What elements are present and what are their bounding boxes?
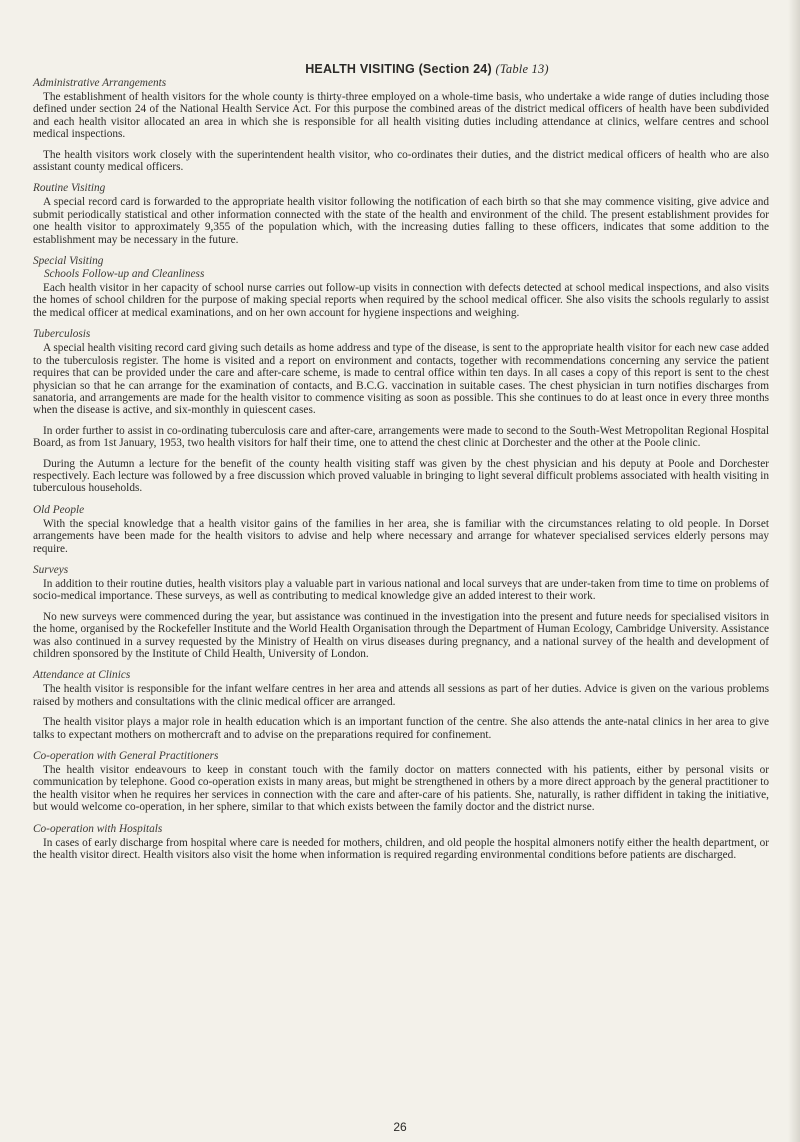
section-heading-routine: Routine Visiting [33,182,106,195]
page-title [55,62,769,77]
paragraph: During the Autumn a lecture for the benefit of the county health visiting staff was given by the chest physician and his deputy at Poole and Dorchester respectively. Each lecture was followed by a free discussion which proved valuable in bringing to light several difficult problems associated with health visiting in tuberculous households. [33,457,769,495]
title-table-ref: (Table 13) [495,62,549,76]
document-page [33,62,769,862]
section-heading-surveys: Surveys [33,563,69,576]
title-main: HEALTH VISITING (Section 24) [305,62,492,76]
section-heading-administrative: Administrative Arrangements [33,77,167,89]
paragraph: Each health visitor in her capacity of school nurse carries out follow-up visits in connection with defects detected at school medical inspections, and also visits the homes of school children for the purpose of making special reports when required by the school medical officer. She also visits the schools regularly to assist the medical officer at medical examinations, and on her own account for hygiene inspections and weighing. [33,282,769,319]
paragraph: The health visitor plays a major role in health education which is an important function of the centre. She also attends the ante-natal clinics in her area to give talks to expectant mothers on mothercraft and to advise on the preparations required for confinement. [33,716,769,741]
paragraph: In order further to assist in co-ordinating tuberculosis care and after-care, arrangements were made to second to the South-West Metropolitan Regional Hospital Board, as from 1st January, 1953, two health visitors for half their time, one to attend the chest clinic at Dorchester and the other at the Poole clinic. [33,424,769,450]
section-heading-special: Special Visiting [33,255,104,268]
section-heading-gp: Co-operation with General Practitioners [33,750,219,763]
section-heading-tuberculosis: Tuberculosis [33,328,91,341]
paragraph: The health visitor endeavours to keep in constant touch with the family doctor on matters connected with his patients, either by personal visits or communication by telephone. Good co-operation exists in many areas, but might be strengthened in others by a more direct approach by the general practitioner to the health visitor when he requires her services in connection with the care and after-care of his patients. She, naturally, is rather diffident in taking the initiative, but would welcome co-operation, in her sphere, similar to that which exists between the family doctor and the district nurse. [33,764,769,814]
paragraph: The establishment of health visitors for the whole county is thirty-three employed on a whole-time basis, who undertake a wide range of duties including those defined under section 24 of the National Health Service Act. For this purpose the combined areas of the district medical officers of health have been subdivided and each health visitor allocated an area in which she is responsible for all health visiting duties including attendance at clinics, welfare centres and school medical inspections. [33,91,769,141]
paragraph: A special health visiting record card giving such details as home address and type of the disease, is sent to the appropriate health visitor for each new case added to the tuberculosis register. The home is visited and a report on environment and contacts, together with recommendations concerning any service the patient requires that can be provided under the care and after-care scheme, is made to central office within ten days. In all cases a copy of this report is sent to the chest physician so that he can arrange for the examination of contacts, and B.C.G. vaccination in suitable cases. The chest physician in turn notifies discharges from sanatoria, and arrangements are made for the health visitor to commence visiting as soon as possible. This she continues to do at least once in every three months when the disease is active, and six-monthly in quiescent cases. [33,342,769,417]
section-heading-old-people: Old People [33,503,85,516]
section-heading-hospitals: Co-operation with Hospitals [33,822,163,835]
paragraph: With the special knowledge that a health visitor gains of the families in her area, she is familiar with the circumstances relating to old people. In Dorset arrangements have been made for the health visitors to advise and help where necessary and arrange for whatever specialised services elderly persons may require. [33,517,769,555]
paragraph: A special record card is forwarded to the appropriate health visitor following the notification of each birth so that she may commence visiting, give advice and submit periodically statistical and other information connected with the state of the health and environment of the child. The present establishment provides for one health visitor to approximately 9,355 of the population which, with the increasing duties falling to these officers, indicates that some addition to the establishment may be necessary in the future. [33,196,769,246]
page-edge-shadow [788,0,800,1142]
paragraph: In addition to their routine duties, health visitors play a valuable part in various national and local surveys that are under-taken from time to time on problems of socio-medical importance. These surveys, as well as contributing to medical knowledge give an added interest to their work. [33,577,769,603]
paragraph: The health visitor is responsible for the infant welfare centres in her area and attends all sessions as part of her duties. Advice is given on the various problems raised by mothers and consultations with the clinic medical officer are arranged. [33,683,769,708]
page-number: 26 [393,1120,407,1134]
paragraph: In cases of early discharge from hospital where care is needed for mothers, children, and old people the hospital almoners notify either the health department, or the health visitor direct. Health visitors also visit the home when information is required regarding environmental conditions before patients are discharged. [33,836,769,862]
paragraph: No new surveys were commenced during the year, but assistance was continued in the investigation into the present and future needs for specialised visitors in the home, organised by the Rockefeller Institute and the World Health Organisation through the Department of Human Ecology, Cambridge University. Assistance was also continued in a survey requested by the Ministry of Health on virus diseases during pregnancy, and a national survey of the health and development of children sponsored by the Institute of Child Health, University of London. [33,610,769,660]
section-heading-clinics: Attendance at Clinics [33,669,131,682]
subheading-schools: Schools Follow-up and Cleanliness [44,268,205,281]
paragraph: The health visitors work closely with the superintendent health visitor, who co-ordinates their duties, and the district medical officers of health who are also assistant county medical officers. [33,148,769,174]
